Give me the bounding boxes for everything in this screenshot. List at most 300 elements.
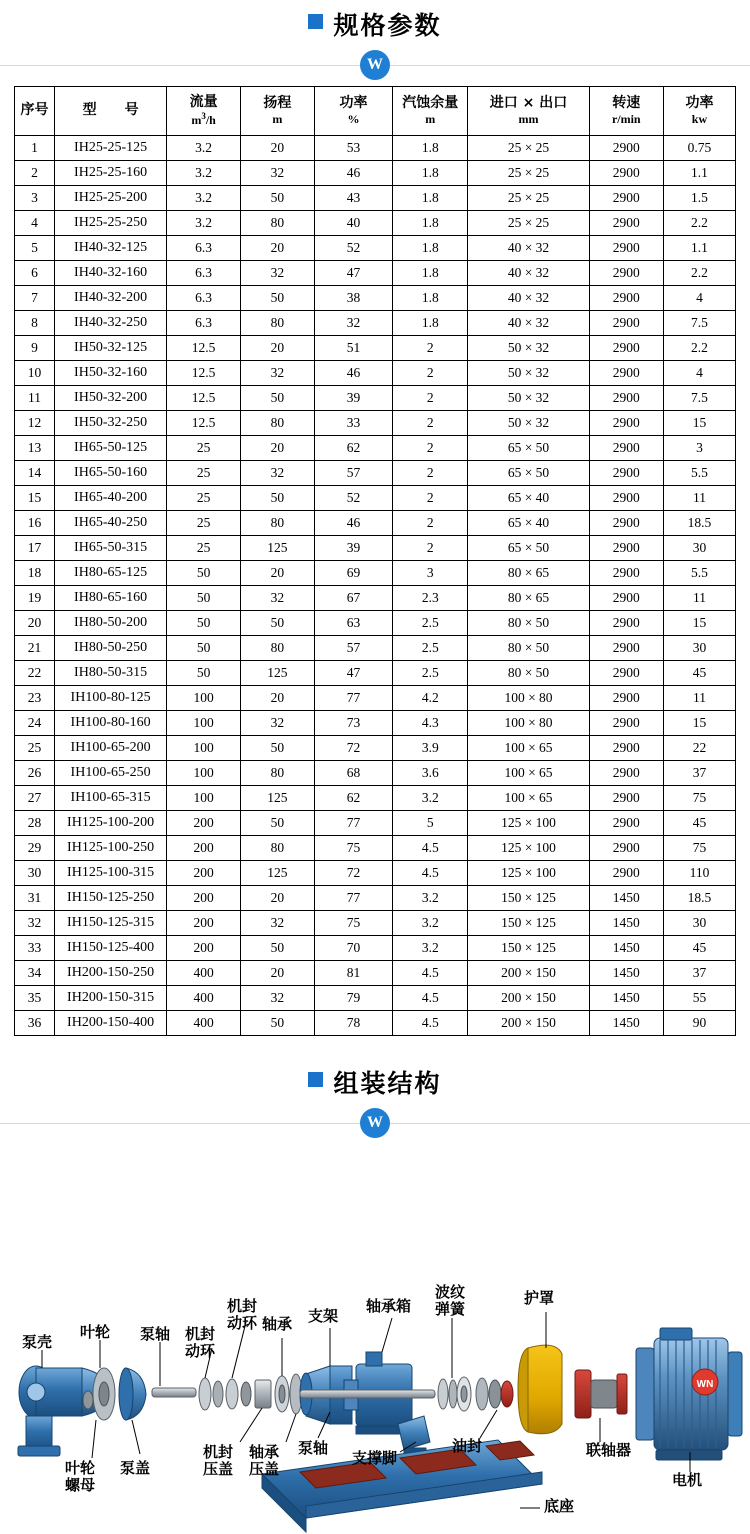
- cell-npsh: 3.2: [393, 886, 468, 911]
- cell-power: 75: [663, 836, 735, 861]
- cell-flow: 200: [167, 836, 241, 861]
- col-header-head: 扬程 m: [241, 87, 315, 136]
- cell-head: 125: [241, 786, 315, 811]
- assembly-section-title: 组装结构: [333, 1069, 442, 1098]
- motor-art: [636, 1328, 742, 1460]
- cell-model: IH200-150-400: [55, 1011, 167, 1036]
- col-unit-speed: r/min: [611, 112, 641, 127]
- cell-head: 20: [241, 236, 315, 261]
- cell-head: 32: [241, 986, 315, 1011]
- cell-head: 50: [241, 386, 315, 411]
- table-row: [15, 886, 736, 911]
- cell-model: IH25-25-125: [55, 136, 167, 161]
- cell-index: 12: [15, 411, 55, 436]
- cell-inlet-outlet: 100 × 65: [468, 761, 589, 786]
- table-row: [15, 936, 736, 961]
- cell-efficiency: 75: [314, 836, 393, 861]
- cell-head: 80: [241, 636, 315, 661]
- cell-npsh: 2: [393, 386, 468, 411]
- cell-npsh: 2: [393, 536, 468, 561]
- cell-head: 50: [241, 1011, 315, 1036]
- cell-model: IH80-50-200: [55, 611, 167, 636]
- cell-flow: 200: [167, 911, 241, 936]
- divider-badge-icon: W: [360, 1108, 390, 1138]
- cell-inlet-outlet: 25 × 25: [468, 161, 589, 186]
- cell-index: 4: [15, 211, 55, 236]
- impeller-nut-art: [83, 1391, 93, 1409]
- cell-power: 11: [663, 486, 735, 511]
- mech-seal-gland-art: [255, 1380, 271, 1408]
- table-row: [15, 636, 736, 661]
- pump-shaft-right-art: [300, 1390, 435, 1398]
- cell-inlet-outlet: 100 × 80: [468, 711, 589, 736]
- cell-efficiency: 46: [314, 511, 393, 536]
- cell-efficiency: 77: [314, 686, 393, 711]
- cell-npsh: 1.8: [393, 311, 468, 336]
- cell-efficiency: 46: [314, 161, 393, 186]
- cell-index: 11: [15, 386, 55, 411]
- cell-speed: 2900: [589, 461, 663, 486]
- cell-flow: 25: [167, 461, 241, 486]
- label-pump-casing: 泵壳: [22, 1333, 53, 1351]
- cell-power: 2.2: [663, 261, 735, 286]
- table-row: [15, 611, 736, 636]
- cell-inlet-outlet: 80 × 50: [468, 636, 589, 661]
- cell-efficiency: 52: [314, 236, 393, 261]
- label-mech-seal-moving-ring-b: 机封 动环: [184, 1325, 215, 1361]
- cell-power: 3: [663, 436, 735, 461]
- table-row: [15, 511, 736, 536]
- cell-efficiency: 62: [314, 436, 393, 461]
- cell-inlet-outlet: 65 × 40: [468, 486, 589, 511]
- cell-index: 17: [15, 536, 55, 561]
- cell-inlet-outlet: 100 × 65: [468, 786, 589, 811]
- cell-speed: 2900: [589, 261, 663, 286]
- table-row: [15, 986, 736, 1011]
- col-unit-power: kw: [691, 112, 708, 127]
- cell-speed: 2900: [589, 436, 663, 461]
- cell-index: 18: [15, 561, 55, 586]
- cell-head: 80: [241, 311, 315, 336]
- cell-npsh: 1.8: [393, 211, 468, 236]
- cell-efficiency: 33: [314, 411, 393, 436]
- cell-speed: 2900: [589, 811, 663, 836]
- cell-index: 35: [15, 986, 55, 1011]
- cell-inlet-outlet: 50 × 32: [468, 361, 589, 386]
- cell-npsh: 2: [393, 436, 468, 461]
- cell-efficiency: 62: [314, 786, 393, 811]
- cell-efficiency: 77: [314, 886, 393, 911]
- cell-model: IH50-32-125: [55, 336, 167, 361]
- cell-speed: 1450: [589, 961, 663, 986]
- cell-speed: 2900: [589, 236, 663, 261]
- cell-speed: 2900: [589, 686, 663, 711]
- col-header-power: 功率 kw: [663, 87, 735, 136]
- table-row: [15, 236, 736, 261]
- cell-model: IH100-65-315: [55, 786, 167, 811]
- cell-npsh: 2: [393, 361, 468, 386]
- cell-model: IH100-80-125: [55, 686, 167, 711]
- cell-model: IH125-100-250: [55, 836, 167, 861]
- cell-flow: 400: [167, 961, 241, 986]
- col-header-npsh: 汽蚀余量 m: [393, 87, 468, 136]
- cell-power: 0.75: [663, 136, 735, 161]
- cell-efficiency: 39: [314, 536, 393, 561]
- cell-flow: 25: [167, 536, 241, 561]
- cell-speed: 2900: [589, 186, 663, 211]
- cell-head: 20: [241, 561, 315, 586]
- cell-speed: 2900: [589, 511, 663, 536]
- wave-spring-art: [438, 1377, 471, 1411]
- cell-flow: 3.2: [167, 211, 241, 236]
- cell-model: IH40-32-160: [55, 261, 167, 286]
- label-pump-shaft-right: 泵轴: [298, 1439, 329, 1457]
- cell-efficiency: 81: [314, 961, 393, 986]
- cell-npsh: 3.2: [393, 911, 468, 936]
- cell-flow: 100: [167, 761, 241, 786]
- cell-efficiency: 67: [314, 586, 393, 611]
- label-impeller: 叶轮: [80, 1323, 111, 1341]
- cell-head: 20: [241, 686, 315, 711]
- cell-npsh: 2: [393, 486, 468, 511]
- cell-head: 50: [241, 611, 315, 636]
- cell-efficiency: 47: [314, 261, 393, 286]
- cell-npsh: 2.3: [393, 586, 468, 611]
- cell-inlet-outlet: 65 × 50: [468, 536, 589, 561]
- cell-index: 2: [15, 161, 55, 186]
- cell-inlet-outlet: 25 × 25: [468, 211, 589, 236]
- cell-index: 1: [15, 136, 55, 161]
- cell-efficiency: 73: [314, 711, 393, 736]
- cell-head: 125: [241, 861, 315, 886]
- table-body: [15, 136, 736, 1036]
- cell-head: 125: [241, 536, 315, 561]
- col-unit-head: m: [272, 112, 283, 127]
- cell-flow: 400: [167, 986, 241, 1011]
- cell-index: 29: [15, 836, 55, 861]
- cell-inlet-outlet: 150 × 125: [468, 936, 589, 961]
- cell-inlet-outlet: 40 × 32: [468, 286, 589, 311]
- table-row: [15, 361, 736, 386]
- cell-index: 15: [15, 486, 55, 511]
- table-row: [15, 486, 736, 511]
- cell-speed: 2900: [589, 136, 663, 161]
- table-row: [15, 311, 736, 336]
- pump-cover-art: [119, 1368, 146, 1420]
- cell-inlet-outlet: 80 × 65: [468, 586, 589, 611]
- cell-flow: 200: [167, 811, 241, 836]
- cell-npsh: 1.8: [393, 186, 468, 211]
- cell-power: 15: [663, 711, 735, 736]
- label-bracket: 支架: [308, 1307, 339, 1325]
- cell-inlet-outlet: 200 × 150: [468, 1011, 589, 1036]
- mech-seal-rings-art: [199, 1378, 251, 1410]
- table-row: [15, 386, 736, 411]
- cell-flow: 100: [167, 686, 241, 711]
- cell-model: IH50-32-160: [55, 361, 167, 386]
- cell-head: 20: [241, 436, 315, 461]
- label-support-foot: 支撑脚: [352, 1449, 398, 1467]
- col-unit-efficiency: %: [347, 112, 360, 127]
- cell-model: IH65-50-315: [55, 536, 167, 561]
- table-row: [15, 536, 736, 561]
- table-row: [15, 811, 736, 836]
- cell-flow: 100: [167, 786, 241, 811]
- cell-flow: 25: [167, 486, 241, 511]
- cell-index: 7: [15, 286, 55, 311]
- cell-model: IH80-50-250: [55, 636, 167, 661]
- cell-inlet-outlet: 50 × 32: [468, 411, 589, 436]
- cell-npsh: 3.2: [393, 936, 468, 961]
- cell-model: IH40-32-200: [55, 286, 167, 311]
- cell-power: 11: [663, 586, 735, 611]
- cell-index: 3: [15, 186, 55, 211]
- cell-speed: 1450: [589, 886, 663, 911]
- cell-speed: 2900: [589, 611, 663, 636]
- blue-square-icon: [308, 14, 323, 29]
- table-row: [15, 961, 736, 986]
- cell-head: 32: [241, 461, 315, 486]
- col-header-speed: 转速 r/min: [589, 87, 663, 136]
- table-row: [15, 136, 736, 161]
- cell-npsh: 2.5: [393, 661, 468, 686]
- table-row: [15, 786, 736, 811]
- spec-table: [14, 86, 736, 1036]
- cell-power: 4: [663, 286, 735, 311]
- cell-speed: 2900: [589, 711, 663, 736]
- pump-shaft-left-art: [152, 1388, 196, 1397]
- cell-npsh: 1.8: [393, 286, 468, 311]
- cell-model: IH100-65-200: [55, 736, 167, 761]
- cell-model: IH25-25-160: [55, 161, 167, 186]
- cell-flow: 3.2: [167, 161, 241, 186]
- cell-efficiency: 32: [314, 311, 393, 336]
- cell-index: 10: [15, 361, 55, 386]
- cell-speed: 2900: [589, 836, 663, 861]
- cell-power: 37: [663, 961, 735, 986]
- cell-head: 50: [241, 936, 315, 961]
- assembly-divider: [0, 1106, 750, 1140]
- table-header-row: [15, 87, 736, 136]
- label-bearing: 轴承: [262, 1315, 293, 1333]
- cell-speed: 2900: [589, 286, 663, 311]
- label-mech-seal-moving-ring-a: 机封 动环: [226, 1297, 257, 1333]
- cell-head: 80: [241, 761, 315, 786]
- oil-seal-art: [476, 1378, 513, 1410]
- cell-power: 55: [663, 986, 735, 1011]
- divider-badge-icon: W: [360, 50, 390, 80]
- table-row: [15, 336, 736, 361]
- cell-model: IH200-150-250: [55, 961, 167, 986]
- cell-model: IH50-32-250: [55, 411, 167, 436]
- cell-speed: 2900: [589, 561, 663, 586]
- cell-flow: 6.3: [167, 236, 241, 261]
- cell-speed: 2900: [589, 386, 663, 411]
- cell-speed: 1450: [589, 911, 663, 936]
- table-row: [15, 736, 736, 761]
- cell-flow: 25: [167, 436, 241, 461]
- cell-inlet-outlet: 125 × 100: [468, 836, 589, 861]
- table-row: [15, 1011, 736, 1036]
- cell-model: IH65-50-125: [55, 436, 167, 461]
- cell-model: IH150-125-400: [55, 936, 167, 961]
- cell-power: 45: [663, 811, 735, 836]
- cell-efficiency: 79: [314, 986, 393, 1011]
- cell-power: 75: [663, 786, 735, 811]
- cell-power: 30: [663, 636, 735, 661]
- cell-efficiency: 46: [314, 361, 393, 386]
- cell-model: IH40-32-125: [55, 236, 167, 261]
- cell-efficiency: 57: [314, 636, 393, 661]
- cell-flow: 50: [167, 636, 241, 661]
- cell-index: 31: [15, 886, 55, 911]
- cell-flow: 400: [167, 1011, 241, 1036]
- cell-index: 14: [15, 461, 55, 486]
- cell-head: 125: [241, 661, 315, 686]
- cell-efficiency: 57: [314, 461, 393, 486]
- cell-inlet-outlet: 65 × 40: [468, 511, 589, 536]
- cell-inlet-outlet: 80 × 50: [468, 661, 589, 686]
- cell-npsh: 2: [393, 411, 468, 436]
- cell-efficiency: 38: [314, 286, 393, 311]
- cell-power: 11: [663, 686, 735, 711]
- cell-flow: 50: [167, 561, 241, 586]
- cell-inlet-outlet: 100 × 80: [468, 686, 589, 711]
- cell-index: 9: [15, 336, 55, 361]
- col-unit-inlet-outlet: mm: [518, 112, 539, 127]
- cell-efficiency: 63: [314, 611, 393, 636]
- cell-speed: 2900: [589, 361, 663, 386]
- cell-index: 24: [15, 711, 55, 736]
- cell-inlet-outlet: 50 × 32: [468, 386, 589, 411]
- cell-head: 80: [241, 836, 315, 861]
- cell-speed: 2900: [589, 736, 663, 761]
- cell-index: 19: [15, 586, 55, 611]
- cell-index: 34: [15, 961, 55, 986]
- label-coupling: 联轴器: [586, 1441, 632, 1459]
- cell-speed: 2900: [589, 636, 663, 661]
- cell-power: 1.1: [663, 161, 735, 186]
- cell-model: IH25-25-250: [55, 211, 167, 236]
- cell-npsh: 4.2: [393, 686, 468, 711]
- cell-flow: 100: [167, 736, 241, 761]
- table-row: [15, 561, 736, 586]
- label-oil-seal: 油封: [452, 1437, 483, 1455]
- cell-head: 80: [241, 511, 315, 536]
- cell-npsh: 4.3: [393, 711, 468, 736]
- cell-head: 32: [241, 586, 315, 611]
- cell-inlet-outlet: 125 × 100: [468, 811, 589, 836]
- cell-power: 18.5: [663, 511, 735, 536]
- cell-model: IH50-32-200: [55, 386, 167, 411]
- cell-flow: 50: [167, 661, 241, 686]
- cell-speed: 2900: [589, 311, 663, 336]
- cell-index: 22: [15, 661, 55, 686]
- label-impeller-nut: 叶轮 螺母: [64, 1459, 95, 1495]
- cell-inlet-outlet: 80 × 65: [468, 561, 589, 586]
- cell-head: 50: [241, 486, 315, 511]
- cell-power: 4: [663, 361, 735, 386]
- cell-inlet-outlet: 50 × 32: [468, 336, 589, 361]
- cell-inlet-outlet: 65 × 50: [468, 436, 589, 461]
- col-header-model: 型 号: [55, 87, 167, 136]
- cell-index: 36: [15, 1011, 55, 1036]
- spec-divider: [0, 48, 750, 82]
- cell-index: 25: [15, 736, 55, 761]
- cell-head: 20: [241, 961, 315, 986]
- coupling-art: [575, 1370, 627, 1418]
- cell-power: 45: [663, 661, 735, 686]
- table-row: [15, 261, 736, 286]
- col-unit-flow: $m^3/h$: [191, 111, 216, 128]
- table-row: [15, 711, 736, 736]
- col-header-inlet-outlet: 进口 × 出口 mm: [468, 87, 589, 136]
- cell-speed: 2900: [589, 761, 663, 786]
- cell-inlet-outlet: 200 × 150: [468, 961, 589, 986]
- label-mech-seal-gland: 机封 压盖: [202, 1443, 233, 1479]
- cell-speed: 2900: [589, 861, 663, 886]
- cell-head: 50: [241, 736, 315, 761]
- cell-index: 33: [15, 936, 55, 961]
- cell-flow: 3.2: [167, 186, 241, 211]
- cell-power: 5.5: [663, 561, 735, 586]
- cell-flow: 12.5: [167, 361, 241, 386]
- cell-power: 110: [663, 861, 735, 886]
- cell-flow: 3.2: [167, 136, 241, 161]
- cell-efficiency: 40: [314, 211, 393, 236]
- cell-flow: 50: [167, 586, 241, 611]
- cell-efficiency: 52: [314, 486, 393, 511]
- cell-model: IH100-65-250: [55, 761, 167, 786]
- cell-speed: 2900: [589, 161, 663, 186]
- cell-model: IH80-50-315: [55, 661, 167, 686]
- cell-inlet-outlet: 25 × 25: [468, 136, 589, 161]
- cell-power: 90: [663, 1011, 735, 1036]
- cell-head: 50: [241, 811, 315, 836]
- cell-head: 32: [241, 161, 315, 186]
- col-unit-npsh: m: [425, 112, 436, 127]
- col-header-index: 序号: [15, 87, 55, 136]
- cell-flow: 12.5: [167, 411, 241, 436]
- cell-speed: 2900: [589, 211, 663, 236]
- cell-power: 15: [663, 611, 735, 636]
- cell-npsh: 2: [393, 511, 468, 536]
- label-pump-shaft-left: 泵轴: [140, 1325, 171, 1343]
- cell-inlet-outlet: 25 × 25: [468, 186, 589, 211]
- cell-flow: 100: [167, 711, 241, 736]
- cell-flow: 50: [167, 611, 241, 636]
- cell-head: 20: [241, 336, 315, 361]
- cell-npsh: 3.2: [393, 786, 468, 811]
- cell-model: IH150-125-250: [55, 886, 167, 911]
- cell-speed: 1450: [589, 1011, 663, 1036]
- cell-flow: 12.5: [167, 336, 241, 361]
- cell-npsh: 1.8: [393, 136, 468, 161]
- cell-model: IH65-50-160: [55, 461, 167, 486]
- cell-flow: 200: [167, 936, 241, 961]
- cell-flow: 6.3: [167, 261, 241, 286]
- cell-head: 32: [241, 261, 315, 286]
- cell-model: IH200-150-315: [55, 986, 167, 1011]
- assembly-diagram: [0, 1142, 750, 1534]
- label-pump-cover: 泵盖: [120, 1459, 151, 1477]
- cell-npsh: 3: [393, 561, 468, 586]
- table-row: [15, 861, 736, 886]
- cell-npsh: 1.8: [393, 236, 468, 261]
- cell-npsh: 3.9: [393, 736, 468, 761]
- cell-inlet-outlet: 40 × 32: [468, 261, 589, 286]
- cell-npsh: 4.5: [393, 836, 468, 861]
